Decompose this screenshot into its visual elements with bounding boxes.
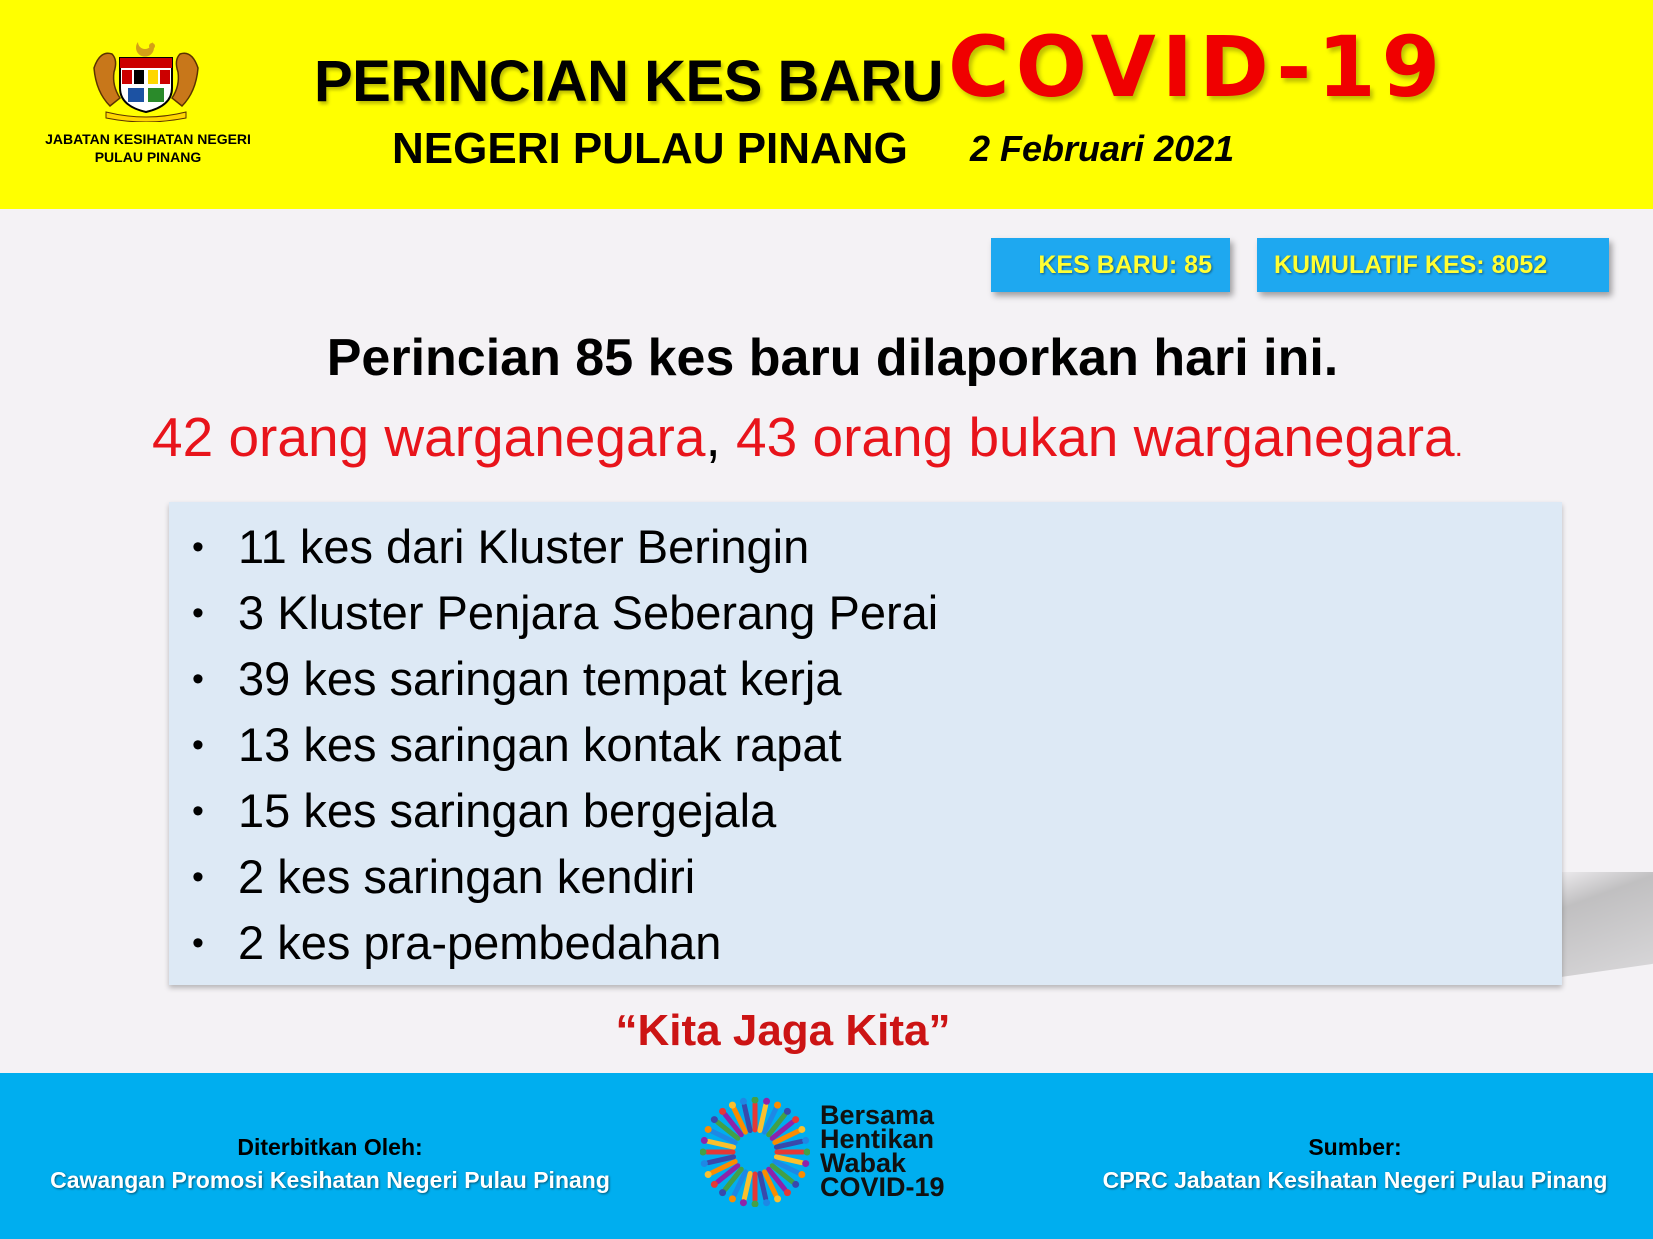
non-citizens-count: 43 orang bukan warganegara — [736, 406, 1455, 468]
campaign-logo-dot — [705, 1171, 712, 1178]
campaign-logo-dot — [798, 1126, 805, 1133]
bullet-icon: • — [192, 726, 204, 764]
campaign-logo-dot — [719, 1189, 726, 1196]
campaign-logo-dot — [700, 1149, 707, 1156]
campaign-logo-dot — [792, 1116, 799, 1123]
source-name: CPRC Jabatan Kesihatan Negeri Pulau Pinang — [1102, 1167, 1608, 1193]
cumulative-cases-label: KUMULATIF KES: 8052 — [1274, 251, 1548, 279]
campaign-logo-dot — [792, 1181, 799, 1188]
campaign-logo-dot — [729, 1102, 736, 1109]
case-breakdown-panel — [169, 502, 1562, 985]
campaign-logo-dot — [711, 1181, 718, 1188]
bullet-icon: • — [192, 792, 204, 830]
list-item-text: 11 kes dari Kluster Beringin — [238, 520, 810, 573]
campaign-logo-dot — [798, 1171, 805, 1178]
campaign-logo-dot — [774, 1195, 781, 1202]
case-breakdown-list — [169, 514, 1562, 976]
campaign-logo-dot — [804, 1149, 811, 1156]
list-item — [169, 910, 1562, 976]
publisher-block — [30, 1131, 630, 1197]
department-name — [20, 130, 276, 166]
campaign-logo-dot — [701, 1160, 708, 1167]
campaign-logo-dot — [752, 1097, 759, 1104]
campaign-logo-dot — [711, 1116, 718, 1123]
campaign-logo-dot — [784, 1189, 791, 1196]
citizens-count: 42 orang warganegara — [152, 406, 706, 468]
campaign-line3: Wabak — [820, 1148, 907, 1178]
list-item — [169, 646, 1562, 712]
list-item-text: 15 kes saringan bergejala — [238, 784, 777, 837]
campaign-logo-dot — [774, 1102, 781, 1109]
campaign-logo-dot — [802, 1160, 809, 1167]
campaign-slogan — [820, 1100, 980, 1202]
campaign-line1: Bersama — [820, 1100, 935, 1130]
campaign-logo-dot — [705, 1126, 712, 1133]
list-item-text: 3 Kluster Penjara Seberang Perai — [238, 586, 939, 639]
cumulative-cases-badge — [1257, 238, 1609, 292]
list-item — [169, 844, 1562, 910]
motto: “Kita Jaga Kita” — [615, 1006, 951, 1055]
report-date: 2 Februari 2021 — [970, 128, 1235, 169]
state-title: NEGERI PULAU PINANG — [392, 124, 908, 173]
campaign-line4: COVID-19 — [820, 1172, 945, 1202]
source-label: Sumber: — [1308, 1134, 1402, 1160]
bullet-icon: • — [192, 528, 204, 566]
campaign-logo-dot — [763, 1199, 770, 1206]
new-cases-label: KES BARU: 85 — [1038, 251, 1212, 279]
list-item-text: 39 kes saringan tempat kerja — [238, 652, 842, 705]
end-dot: . — [1454, 430, 1463, 463]
campaign-logo-dot — [740, 1098, 747, 1105]
list-item-text: 2 kes pra-pembedahan — [238, 916, 722, 969]
campaign-logo-dot — [740, 1199, 747, 1206]
campaign-logo-dot — [719, 1108, 726, 1115]
publisher-label: Diterbitkan Oleh: — [237, 1134, 423, 1160]
page-title: PERINCIAN KES BARU — [314, 49, 944, 114]
campaign-logo-dot — [752, 1201, 759, 1208]
bullet-icon: • — [192, 924, 204, 962]
publisher-name: Cawangan Promosi Kesihatan Negeri Pulau Pinang — [50, 1167, 610, 1193]
department-name-line1: JABATAN KESIHATAN NEGERI — [45, 131, 251, 147]
bullet-icon: • — [192, 660, 204, 698]
bullet-icon: • — [192, 858, 204, 896]
source-block — [1080, 1131, 1630, 1197]
campaign-line2: Hentikan — [820, 1124, 935, 1154]
summary-headline: Perincian 85 kes baru dilaporkan hari ini. — [326, 329, 1339, 387]
separator-comma: , — [705, 406, 721, 468]
campaign-logo-dot — [784, 1108, 791, 1115]
covid-title: COVID-19 — [948, 18, 1447, 116]
list-item — [169, 778, 1562, 844]
list-item — [169, 580, 1562, 646]
department-name-line2: PULAU PINANG — [94, 149, 202, 165]
bullet-icon: • — [192, 594, 204, 632]
campaign-logo-dot — [701, 1137, 708, 1144]
list-item — [169, 514, 1562, 580]
nationality-breakdown — [152, 405, 1532, 469]
new-cases-badge — [991, 238, 1230, 292]
covid-campaign-logo-icon — [700, 1097, 810, 1207]
list-item — [169, 712, 1562, 778]
campaign-logo-dot — [763, 1098, 770, 1105]
campaign-logo-dot — [802, 1137, 809, 1144]
coat-of-arms-icon — [86, 38, 206, 122]
list-item-text: 13 kes saringan kontak rapat — [238, 718, 842, 771]
footer — [0, 1073, 1653, 1239]
campaign-logo-dot — [729, 1195, 736, 1202]
list-item-text: 2 kes saringan kendiri — [238, 850, 696, 903]
header-banner — [0, 0, 1653, 209]
